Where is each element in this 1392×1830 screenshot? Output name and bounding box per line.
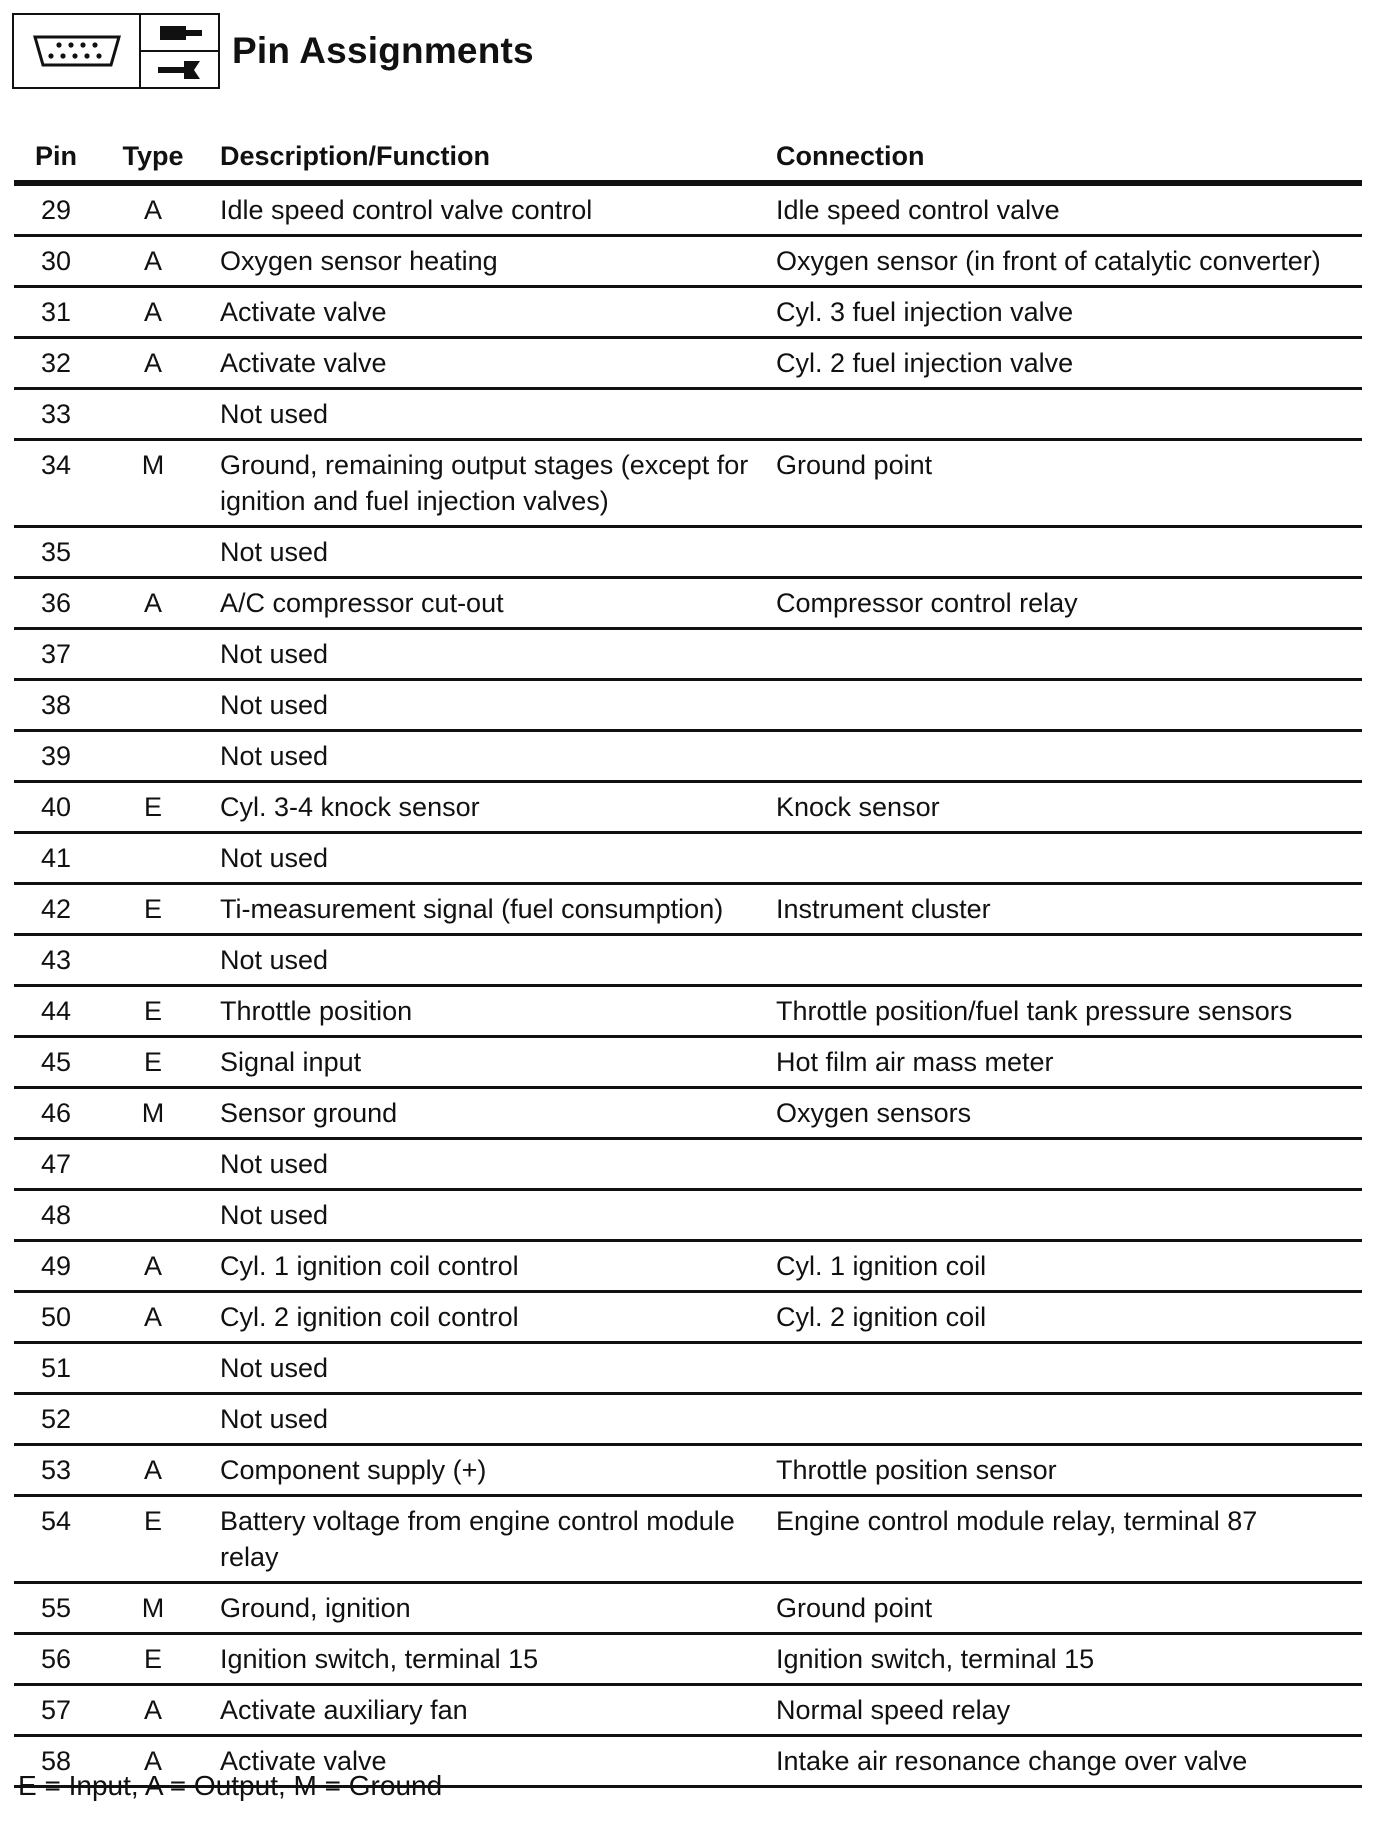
pin-cell: 57	[40, 1695, 72, 1725]
type-cell: E	[143, 1506, 162, 1536]
table-row	[14, 186, 1362, 237]
table-row	[14, 441, 1362, 528]
type-cell: A	[143, 195, 162, 225]
type-cell	[98, 942, 208, 978]
pin-cell: 30	[40, 246, 72, 276]
connection-cell	[776, 1197, 1362, 1233]
description-cell: Activate valve	[220, 1746, 387, 1776]
connection-cell: Normal speed relay	[776, 1695, 1011, 1725]
pin-cell: 43	[40, 945, 72, 975]
connection-cell: Intake air resonance change over valve	[776, 1746, 1248, 1776]
description-cell: Cyl. 2 ignition coil control	[220, 1302, 519, 1332]
description-cell: Idle speed control valve control	[220, 195, 593, 225]
pin-cell: 29	[40, 195, 72, 225]
table-row	[14, 1446, 1362, 1497]
pin-cell: 31	[40, 297, 72, 327]
description-cell: Oxygen sensor heating	[220, 246, 498, 276]
connection-cell	[776, 738, 1362, 774]
type-cell: A	[143, 246, 162, 276]
connection-cell: Oxygen sensor (in front of catalytic converter)	[776, 246, 1321, 276]
type-cell: M	[141, 1098, 165, 1128]
table-row	[14, 579, 1362, 630]
type-cell: A	[143, 1746, 162, 1776]
pin-cell: 40	[40, 792, 72, 822]
connection-cell	[776, 942, 1362, 978]
type-cell	[98, 840, 208, 876]
connection-cell: Oxygen sensors	[776, 1098, 972, 1128]
pin-cell: 35	[40, 537, 72, 567]
table-row	[14, 528, 1362, 579]
connection-cell	[776, 687, 1362, 723]
table-row	[14, 237, 1362, 288]
type-cell: A	[143, 1251, 162, 1281]
description-cell: Signal input	[220, 1047, 362, 1077]
connection-cell: Throttle position sensor	[776, 1455, 1057, 1485]
pin-cell: 42	[40, 894, 72, 924]
pin-cell: 41	[40, 843, 72, 873]
type-cell: E	[143, 894, 162, 924]
description-cell: Not used	[220, 1404, 329, 1434]
description-cell: Not used	[220, 1149, 329, 1179]
pin-cell: 36	[40, 588, 72, 618]
page-title: Pin Assignments	[232, 30, 534, 71]
connection-cell: Ignition switch, terminal 15	[776, 1644, 1095, 1674]
connection-cell	[776, 1350, 1362, 1386]
table-row	[14, 630, 1362, 681]
type-cell: E	[143, 1047, 162, 1077]
connector-icon	[14, 15, 141, 87]
pin-cell: 32	[40, 348, 72, 378]
type-cell	[98, 396, 208, 432]
type-cell	[98, 687, 208, 723]
table-row	[14, 1635, 1362, 1686]
table-header-row	[14, 132, 1362, 180]
pin-cell: 33	[40, 399, 72, 429]
pin-cell: 38	[40, 690, 72, 720]
description-cell: Battery voltage from engine control module relay	[220, 1506, 735, 1572]
connection-cell: Cyl. 1 ignition coil	[776, 1251, 987, 1281]
column-header-description: Description/Function	[220, 140, 490, 171]
pin-cell: 46	[40, 1098, 72, 1128]
table-row	[14, 1497, 1362, 1584]
pin-cell: 44	[40, 996, 72, 1026]
description-cell: Cyl. 1 ignition coil control	[220, 1251, 519, 1281]
pin-cell: 55	[40, 1593, 72, 1623]
type-cell	[98, 636, 208, 672]
pin-cell: 48	[40, 1200, 72, 1230]
connection-cell: Idle speed control valve	[776, 195, 1060, 225]
type-cell	[98, 1197, 208, 1233]
description-cell: Not used	[220, 741, 329, 771]
table-row	[14, 1038, 1362, 1089]
connection-cell: Ground point	[776, 450, 933, 480]
connection-cell	[776, 840, 1362, 876]
type-cell: A	[143, 1302, 162, 1332]
pin-cell: 34	[40, 450, 72, 480]
connection-cell	[776, 534, 1362, 570]
description-cell: Ground, remaining output stages (except for ignition and fuel injection valves)	[220, 450, 749, 516]
type-cell: A	[143, 1695, 162, 1725]
connection-cell: Cyl. 2 ignition coil	[776, 1302, 987, 1332]
type-cell: A	[143, 1455, 162, 1485]
description-cell: Component supply (+)	[220, 1455, 487, 1485]
header-icon-box	[12, 13, 220, 89]
column-header-connection: Connection	[776, 140, 925, 171]
description-cell: Activate auxiliary fan	[220, 1695, 468, 1725]
pin-cell: 56	[40, 1644, 72, 1674]
pin-table	[14, 132, 1362, 1788]
connection-cell	[776, 1146, 1362, 1182]
pin-cell: 50	[40, 1302, 72, 1332]
description-cell: Activate valve	[220, 348, 387, 378]
column-header-type: Type	[122, 140, 184, 171]
table-row	[14, 936, 1362, 987]
type-cell: M	[141, 450, 165, 480]
table-row	[14, 1686, 1362, 1737]
legend-footnote: E = Input, A = Output, M = Ground	[18, 1770, 443, 1801]
type-cell	[98, 1401, 208, 1437]
connection-cell: Knock sensor	[776, 792, 940, 822]
connection-cell: Engine control module relay, terminal 87	[776, 1506, 1258, 1536]
description-cell: Ground, ignition	[220, 1593, 411, 1623]
table-row	[14, 339, 1362, 390]
description-cell: Ti-measurement signal (fuel consumption)	[220, 894, 724, 924]
tools-icon	[141, 15, 218, 87]
type-cell: M	[141, 1593, 165, 1623]
table-row	[14, 288, 1362, 339]
table-row	[14, 1242, 1362, 1293]
description-cell: Not used	[220, 1200, 329, 1230]
description-cell: Activate valve	[220, 297, 387, 327]
type-cell	[98, 1146, 208, 1182]
connection-cell	[776, 636, 1362, 672]
connection-cell: Instrument cluster	[776, 894, 991, 924]
description-cell: Not used	[220, 843, 329, 873]
connection-cell: Cyl. 3 fuel injection valve	[776, 297, 1074, 327]
type-cell: E	[143, 996, 162, 1026]
pin-cell: 58	[40, 1746, 72, 1776]
connection-cell: Compressor control relay	[776, 588, 1078, 618]
description-cell: Throttle position	[220, 996, 413, 1026]
table-body	[14, 186, 1362, 1788]
description-cell: Not used	[220, 537, 329, 567]
description-cell: Not used	[220, 945, 329, 975]
pin-cell: 54	[40, 1506, 72, 1536]
pin-cell: 39	[40, 741, 72, 771]
table-row	[14, 1395, 1362, 1446]
table-row	[14, 681, 1362, 732]
description-cell: Ignition switch, terminal 15	[220, 1644, 539, 1674]
table-row	[14, 1584, 1362, 1635]
connection-cell	[776, 1401, 1362, 1437]
description-cell: Cyl. 3-4 knock sensor	[220, 792, 480, 822]
pin-cell: 52	[40, 1404, 72, 1434]
table-row	[14, 390, 1362, 441]
table-row	[14, 732, 1362, 783]
type-cell: A	[143, 588, 162, 618]
description-cell: Not used	[220, 690, 329, 720]
table-row	[14, 783, 1362, 834]
table-row	[14, 834, 1362, 885]
table-row	[14, 1191, 1362, 1242]
type-cell	[98, 534, 208, 570]
table-row	[14, 885, 1362, 936]
pin-cell: 45	[40, 1047, 72, 1077]
pin-cell: 53	[40, 1455, 72, 1485]
type-cell: A	[143, 297, 162, 327]
table-row	[14, 987, 1362, 1038]
type-cell: A	[143, 348, 162, 378]
table-row	[14, 1344, 1362, 1395]
connection-cell	[776, 396, 1362, 432]
page-header	[12, 12, 534, 90]
table-row	[14, 1089, 1362, 1140]
pin-cell: 49	[40, 1251, 72, 1281]
description-cell: Not used	[220, 639, 329, 669]
table-row	[14, 1293, 1362, 1344]
pin-cell: 37	[40, 639, 72, 669]
connection-cell: Cyl. 2 fuel injection valve	[776, 348, 1074, 378]
pin-cell: 47	[40, 1149, 72, 1179]
connection-cell: Throttle position/fuel tank pressure sensors	[776, 996, 1293, 1026]
connection-cell: Hot film air mass meter	[776, 1047, 1054, 1077]
pin-cell: 51	[40, 1353, 72, 1383]
type-cell	[98, 738, 208, 774]
type-cell: E	[143, 1644, 162, 1674]
connection-cell: Ground point	[776, 1593, 933, 1623]
type-cell	[98, 1350, 208, 1386]
column-header-pin: Pin	[34, 140, 77, 171]
type-cell: E	[143, 792, 162, 822]
description-cell: Not used	[220, 399, 329, 429]
description-cell: A/C compressor cut-out	[220, 588, 504, 618]
description-cell: Sensor ground	[220, 1098, 398, 1128]
table-row	[14, 1140, 1362, 1191]
description-cell: Not used	[220, 1353, 329, 1383]
